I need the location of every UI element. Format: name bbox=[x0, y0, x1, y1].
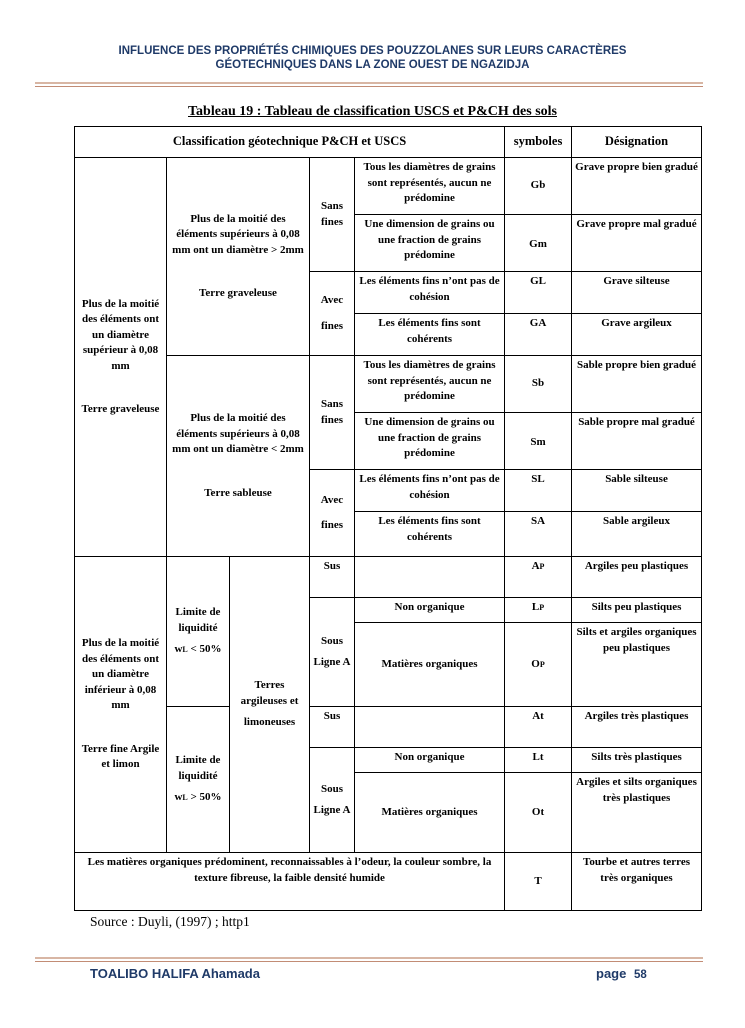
organic-matter-high: Matières organiques bbox=[355, 773, 505, 853]
group-name-line2: limoneuses bbox=[243, 716, 296, 729]
page-number: 58 bbox=[633, 969, 647, 981]
designation-gb: Grave propre bien gradué bbox=[572, 158, 702, 215]
organic-description: Les matières organiques prédominent, reconnaissables à l’odeur, la couleur sombre, la texture fibreuse, la faible densité humide bbox=[75, 853, 505, 911]
symbol-at: At bbox=[505, 707, 572, 748]
group-name-line1: Terres argileuses et bbox=[240, 679, 299, 707]
footer-rule bbox=[35, 957, 703, 959]
designation-sm: Sable propre mal gradué bbox=[572, 413, 702, 470]
symbol-lt: Lt bbox=[505, 748, 572, 773]
grave-group-cell bbox=[167, 158, 310, 356]
header-rule bbox=[35, 82, 703, 84]
designation-t: Tourbe et autres terres très organiques bbox=[572, 853, 702, 911]
designation-lp: Silts peu plastiques bbox=[572, 598, 702, 623]
header-rule-thin bbox=[35, 86, 703, 87]
sous-ligne-low bbox=[310, 598, 355, 707]
grave-group-name: Terre graveleuse bbox=[199, 287, 277, 299]
symbol-ga: GA bbox=[505, 314, 572, 356]
footer-page bbox=[596, 966, 647, 981]
fine-soil-name: Terre fine Argile et limon bbox=[81, 742, 160, 771]
sous-label: Sous bbox=[320, 634, 344, 647]
sous-ligne-high bbox=[310, 748, 355, 853]
table-caption: Tableau 19 : Tableau de classification USCS et P&CH des sols bbox=[188, 104, 557, 119]
ligne-label: Ligne A bbox=[313, 656, 351, 668]
designation-gm: Grave propre mal gradué bbox=[572, 215, 702, 272]
table-header-row bbox=[75, 127, 702, 158]
table-row bbox=[75, 557, 702, 598]
coarse-soil-cell bbox=[75, 158, 167, 557]
empty-desc-low bbox=[355, 557, 505, 598]
designation-gl: Grave silteuse bbox=[572, 272, 702, 314]
symbol-t: T bbox=[505, 853, 572, 911]
footer-author: TOALIBO HALIFA Ahamada bbox=[90, 966, 260, 981]
source-note: Source : Duyli, (1997) ; http1 bbox=[90, 914, 250, 929]
symbol-gm: Gm bbox=[529, 238, 547, 250]
liquidity-low-cell bbox=[167, 557, 230, 707]
sus-high: Sus bbox=[310, 707, 355, 748]
designation-ap: Argiles peu plastiques bbox=[572, 557, 702, 598]
avec-label: Avec bbox=[320, 493, 344, 506]
header-designation: Désignation bbox=[572, 127, 702, 158]
liquidity-limit-label: Limite de liquidité bbox=[175, 754, 221, 782]
symbol-sb: Sb bbox=[505, 356, 572, 413]
header-line-2: GÉOTECHNIQUES DANS LA ZONE OUEST DE NGAZIDJA bbox=[215, 59, 530, 71]
symbol-gb: Gb bbox=[505, 158, 572, 215]
symbol-op: OP bbox=[505, 623, 572, 707]
page-label: page bbox=[596, 966, 627, 981]
designation-op: Silts et argiles organiques peu plastiques bbox=[572, 623, 702, 707]
classification-table bbox=[74, 126, 702, 911]
sand-group-name: Terre sableuse bbox=[204, 486, 272, 499]
avec-fines-gravel bbox=[310, 272, 355, 356]
designation-sa: Sable argileux bbox=[572, 512, 702, 557]
fines-label: fines bbox=[321, 319, 343, 332]
coarse-soil-name: Terre graveleuse bbox=[81, 403, 160, 415]
designation-at: Argiles très plastiques bbox=[572, 707, 702, 748]
sand-group-text: Plus de la moitié des éléments supérieurs à 0,08 mm ont un diamètre < 2mm bbox=[172, 412, 304, 455]
sans-fines-gravel: Sans fines bbox=[310, 158, 355, 272]
non-organic-high: Non organique bbox=[355, 748, 505, 773]
liquidity-high-cell bbox=[167, 707, 230, 853]
desc-all-diam-gravel: Tous les diamètres de grains sont représentés, aucun ne prédomine bbox=[355, 158, 505, 215]
avec-label: Avec bbox=[320, 294, 344, 306]
sans-fines-sand: Sans fines bbox=[310, 356, 355, 470]
clay-silt-group-cell bbox=[230, 557, 310, 853]
symbol-gl: GL bbox=[505, 272, 572, 314]
desc-all-diam-sand: Tous les diamètres de grains sont représentés, aucun ne prédomine bbox=[355, 356, 505, 413]
header-line-1: INFLUENCE DES PROPRIÉTÉS CHIMIQUES DES POUZZOLANES SUR LEURS CARACTÈRES bbox=[118, 45, 627, 57]
wl-low-value: wL < 50% bbox=[174, 643, 222, 656]
sus-low: Sus bbox=[310, 557, 355, 598]
footer-rule-thin bbox=[35, 961, 703, 962]
designation-ga: Grave argileux bbox=[572, 314, 702, 356]
grave-group-text: Plus de la moitié des éléments supérieurs à 0,08 mm ont un diamètre > 2mm bbox=[172, 212, 304, 256]
desc-one-dim-gravel: Une dimension de grains ou une fraction de grains prédomine bbox=[355, 215, 505, 272]
symbol-ap: AP bbox=[505, 557, 572, 598]
symbol-lp: LP bbox=[505, 598, 572, 623]
organic-matter-low: Matières organiques bbox=[355, 623, 505, 707]
header-symbols: symboles bbox=[505, 127, 572, 158]
avec-fines-sand bbox=[310, 470, 355, 557]
symbol-sa: SA bbox=[505, 512, 572, 557]
sand-group-cell bbox=[167, 356, 310, 557]
designation-ot: Argiles et silts organiques très plastiques bbox=[572, 773, 702, 853]
symbol-sm-cell bbox=[505, 413, 572, 470]
sous-label: Sous bbox=[320, 782, 344, 795]
table-row bbox=[75, 356, 702, 413]
table-row bbox=[75, 158, 702, 215]
designation-sb: Sable propre bien gradué bbox=[572, 356, 702, 413]
desc-one-dim-sand: Une dimension de grains ou une fraction de grains prédomine bbox=[355, 413, 505, 470]
running-header bbox=[0, 44, 745, 72]
designation-lt: Silts très plastiques bbox=[572, 748, 702, 773]
symbol-gm-cell bbox=[505, 215, 572, 272]
desc-fines-coh-gravel: Les éléments fins sont cohérents bbox=[355, 314, 505, 356]
symbol-ot: Ot bbox=[505, 773, 572, 853]
ligne-label: Ligne A bbox=[313, 804, 351, 816]
liquidity-limit-label: Limite de liquidité bbox=[175, 606, 221, 634]
symbol-sl: SL bbox=[505, 470, 572, 512]
fine-soil-cell bbox=[75, 557, 167, 853]
table-row bbox=[75, 853, 702, 911]
fine-soil-text: Plus de la moitié des éléments ont un diamètre inférieur à 0,08 mm bbox=[81, 637, 160, 712]
non-organic-low: Non organique bbox=[355, 598, 505, 623]
table-row bbox=[75, 707, 702, 748]
symbol-sm: Sm bbox=[530, 436, 546, 448]
desc-fines-noncoh-sand: Les éléments fins n’ont pas de cohésion bbox=[355, 470, 505, 512]
empty-desc-high bbox=[355, 707, 505, 748]
header-classification: Classification géotechnique P&CH et USCS bbox=[75, 127, 505, 158]
coarse-soil-text: Plus de la moitié des éléments ont un diamètre supérieur à 0,08 mm bbox=[81, 297, 160, 372]
desc-fines-noncoh-gravel: Les éléments fins n’ont pas de cohésion bbox=[355, 272, 505, 314]
wl-high-value: wL > 50% bbox=[174, 791, 222, 804]
designation-sl: Sable silteuse bbox=[572, 470, 702, 512]
fines-label: fines bbox=[321, 519, 343, 531]
desc-fines-coh-sand: Les éléments fins sont cohérents bbox=[355, 512, 505, 557]
